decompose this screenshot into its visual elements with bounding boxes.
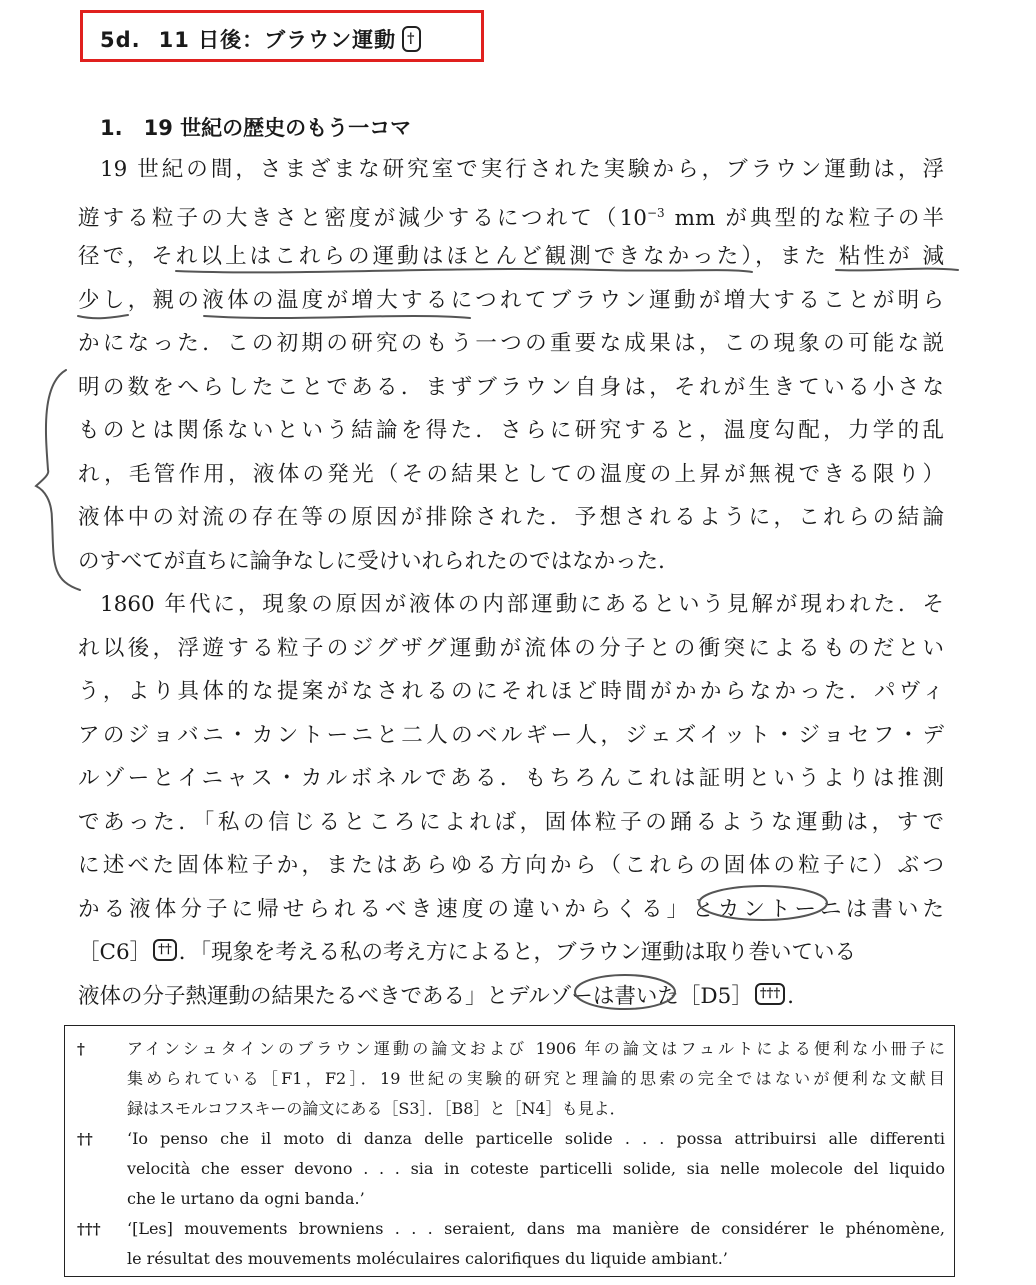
footnote-mark: †† bbox=[77, 1130, 93, 1148]
paragraph-1-line: 遊する粒子の大きさと密度が減少するにつれて（$10^{-3}$ mm が典型的な粒子の半 bbox=[78, 205, 944, 231]
section-title-text: 11 日後：ブラウン運動 bbox=[158, 28, 397, 52]
paragraph-2-line: ［C6］ †† ．「現象を考える私の考え方によると，ブラウン運動は取り巻いている bbox=[78, 940, 857, 965]
footnote-double-dagger-marker[interactable]: †† bbox=[153, 939, 177, 961]
footnote-mark: ††† bbox=[77, 1220, 101, 1238]
paragraph-1-line: ものとは関係ないという結論を得た．さらに研究すると，温度勾配，力学的乱 bbox=[78, 418, 944, 443]
footnote-dagger-marker[interactable]: † bbox=[402, 26, 420, 52]
paragraph-1-line: 少し，親の液体の温度が増大するにつれてブラウン運動が増大することが明ら bbox=[78, 287, 944, 313]
footnote-line: アインシュタインのブラウン運動の論文および 1906 年の論文はフュルトによる便利な小冊子に bbox=[127, 1039, 945, 1058]
subsection-title: 1. 19 世紀の歴史のもう一コマ bbox=[100, 116, 412, 140]
paragraph-2-line: 1860 年代に，現象の原因が液体の内部運動にあるという見解が現われた．そ bbox=[100, 592, 944, 617]
bracket-mark bbox=[36, 370, 80, 590]
paragraph-2-line: に述べた固体粒子か，またはあらゆる方向から（これらの固体の粒子に）ぶつ bbox=[78, 853, 944, 878]
paragraph-2-line: ルゾーとイニャス・カルボネルである．もちろんこれは証明というよりは推測 bbox=[78, 766, 944, 791]
footnote-triple-dagger-marker[interactable]: ††† bbox=[755, 983, 785, 1005]
body-text bbox=[78, 148, 958, 1018]
paragraph-1-line: のすべてが直ちに論争なしに受けいれられたのではなかった． bbox=[78, 548, 680, 574]
footnote-line: velocità che esser devono . . . sia in coteste particelli solide, sia nelle molecole del liquido bbox=[127, 1159, 945, 1178]
paragraph-1-line: れ，毛管作用，液体の発光（その結果としての温度の上昇が無視できる限り） bbox=[78, 461, 944, 487]
footnote-line: che le urtano da ogni banda.’ bbox=[127, 1189, 365, 1208]
paragraph-1-line: かになった．この初期の研究のもう一つの重要な成果は，この現象の可能な説 bbox=[78, 331, 944, 356]
footnote-line: 集められている［F1，F2］．19 世紀の実験的研究と理論的思索の完全ではないが便利な文献目 bbox=[127, 1069, 945, 1088]
paragraph-1-line: 明の数をへらしたことである．まずブラウン自身は，それが生きている小さな bbox=[78, 374, 944, 400]
footnote-line: le résultat des mouvements moléculaires calorifiques du liquide ambiant.’ bbox=[127, 1249, 728, 1268]
paragraph-2-line: 液体の分子熱運動の結果たるべきである」とデルゾーは書いた［D5］ ††† ． bbox=[78, 983, 809, 1009]
footnote-line: ‘Io penso che il moto di danza delle particelle solide . . . possa attribuirsi alle differenti bbox=[127, 1129, 945, 1148]
footnote-mark: † bbox=[77, 1040, 85, 1058]
section-header bbox=[100, 24, 421, 54]
paragraph-2-line: れ以後，浮遊する粒子のジグザグ運動が流体の分子との衝突によるものだとい bbox=[78, 635, 944, 661]
paragraph-2-line: う，より具体的な提案がなされるのにそれほど時間がかからなかった．パヴィ bbox=[78, 679, 944, 704]
paragraph-1-line: 19 世紀の間，さまざまな研究室で実行された実験から，ブラウン運動は，浮 bbox=[100, 157, 944, 182]
footnote-line: ‘[Les] mouvements browniens . . . seraient, dans ma manière de considérer le phénomène, bbox=[127, 1219, 945, 1238]
paragraph-1-line: 液体中の対流の存在等の原因が排除された．予想されるように，これらの結論 bbox=[78, 505, 944, 530]
section-number: 5d. bbox=[100, 28, 141, 52]
paragraph-2-line: アのジョバニ・カントーニと二人のベルギー人，ジェズイット・ジョセフ・デ bbox=[78, 722, 944, 748]
footnote-line: 録はスモルコフスキーの論文にある［S3］．［B8］と［N4］も見よ． bbox=[127, 1099, 626, 1118]
footnotes-box bbox=[64, 1025, 955, 1277]
paragraph-2-line: かる液体分子に帰せられるべき速度の違いからくる」とカントーニは書いた bbox=[78, 896, 944, 922]
paragraph-2-line: であった．「私の信じるところによれば，固体粒子の踊るような運動は，すで bbox=[78, 809, 944, 835]
paragraph-1-line: 径で，それ以上はこれらの運動はほとんど観測できなかった），また 粘性が 減 bbox=[78, 244, 944, 269]
